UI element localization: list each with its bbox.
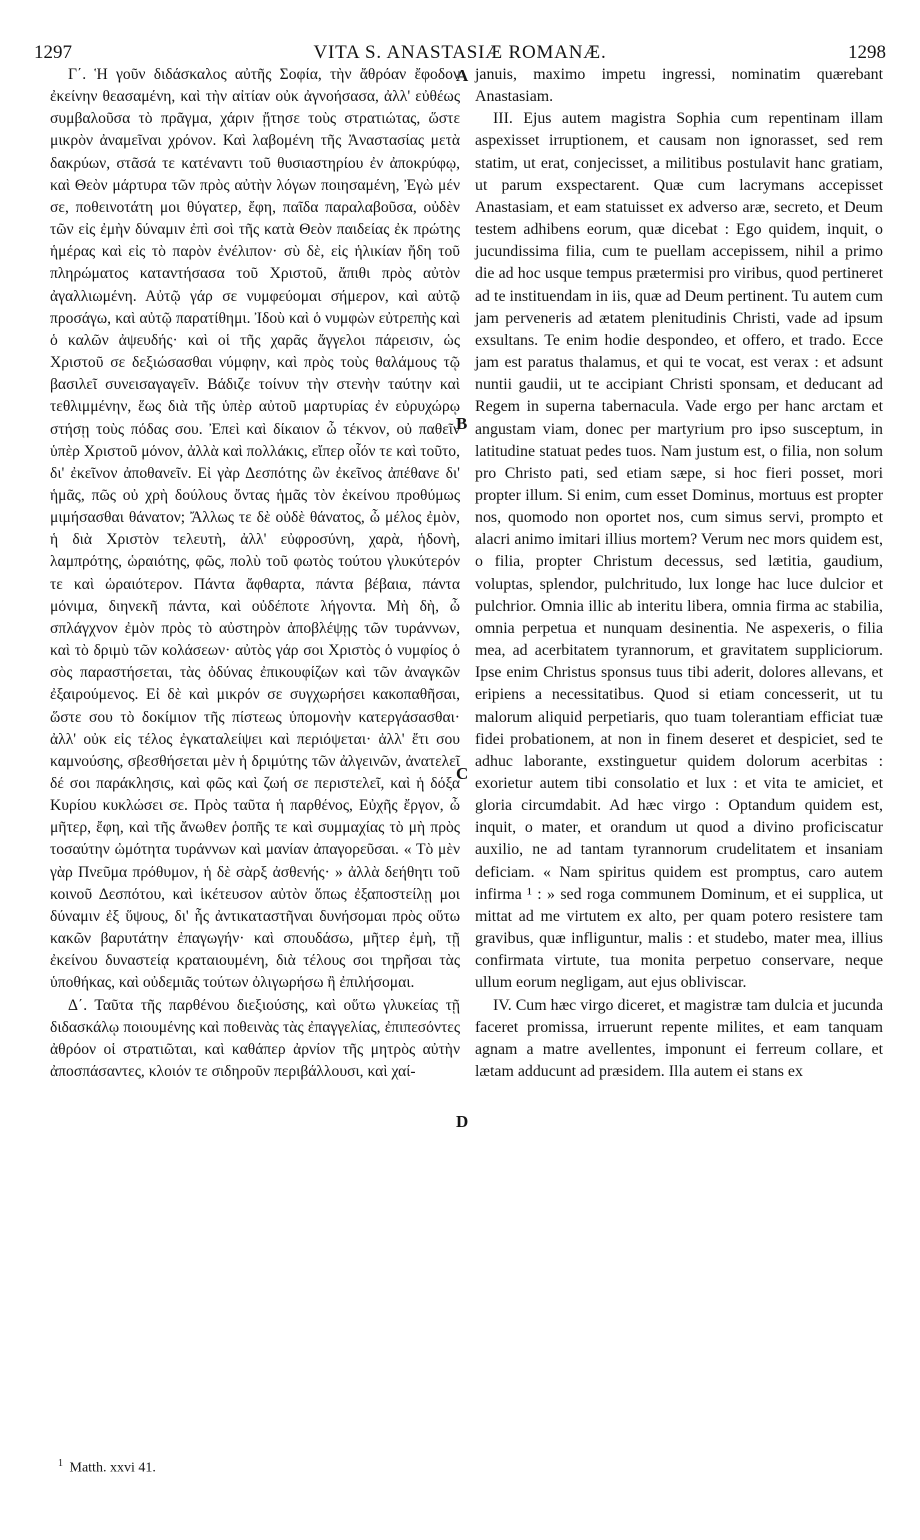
section-marker-d: D [456, 1112, 469, 1131]
greek-column [50, 64, 460, 1083]
page-number-right: 1298 [848, 42, 886, 63]
running-header [34, 30, 886, 64]
section-marker-c: C [456, 764, 469, 783]
page-number-left: 1297 [34, 42, 72, 63]
section-marker-a: A [456, 66, 469, 85]
latin-paragraph-3: III. Ejus autem magistra Sophia cum repentinam illam aspexisset irruptionem, et causam non ignorasset, sed rem statim, ut erat, conjecisset, a militibus postulavit hanc gratiam, ut parum exspectarent. Quæ cum lacrymans accepisset Anastasiam, et eam statuisset ex adverso aræ, secreto, et Deum testem adhibens eorum, quæ dicebat : Ego quidem, inquit, o jucundissima filia, cum te puellam accepissem, nihil a primo die ad hoc usque tempus prætermisi pro viribus, quod pertineret ad te instituendam in iis, quæ ad Deum pertinent. Tu autem cum jam perveneris ad ætatem plenitudinis Christi, vade ad ipsum exsultans. Te enim hodie despondeo, et offero, et trado. Ecce jam est paratus thalamus, et qui te vocat, est verax : et adsunt nuntii gaudii, ut te accipiant Christi sponsam, et deducant ad Regem in superna tabernacula. Vade ergo per hanc arctam et angustam viam, donec per martyrium pro ipso susceptum, in latitudine statuat pedes tuos. Nam justum est, o filia, non solum pro Christo pati, sed etiam sæpe, si hoc fieri posset, mori propter illum. Si enim, cum esset Dominus, mortuus est propter nos, quomodo non oportet nos, cum simus servi, prompto et alacri animo imitari illius mortem? Verum nec mors quidem est, o filia, propter Christum decessus, sed lætitia, gaudium, voluptas, splendor, pulchritudo, lux longe hac luce dulcior et pulchrior. Omnia illic ab interitu libera, omnia firma ac stabilia, omnia perpetua et nunquam desinentia. Ne aspexeris, o filia mea, ad acerbitatem tyrannorum, et gravitatem suppliciorum. Ipse enim Christus sponsus tuus tibi aderit, dolores allevans, et eripiens a necessitatibus. Quod si etiam concesserit, ut tu malorum aliquid perpetiaris, quo tuam tolerantiam efficiat tuæ fidei probationem, at non in finem deseret et despiciet, sed te adhuc laborante, exstinguetur quidem dolorum acerbitas : exorietur autem tibi consolatio et lux : et vita te amiciet, et gloria circumdabit. Ad hæc virgo : Optandum quidem est, inquit, o mater, et orandum ut quod a divino proficiscatur auxilio, ne ad tantam tyrannorum crudelitatem et insaniam deficiam. « Nam spiritus quidem est promptus, caro autem infirma ¹ : » sed roga communem Dominum, et ei supplica, ut mittat ad me virtutem ex alto, per quam potero resistere tam gravibus, quæ infliguntur, malis : et studebo, mater mea, illius confirmata virtute, tua monita perpetuo conservare, neque ullum eorum negligam, aut ejus obliviscar. [475, 110, 883, 992]
latin-column [475, 64, 883, 1083]
running-title: VITA S. ANASTASIÆ ROMANÆ. [313, 42, 607, 63]
latin-paragraph-4: IV. Cum hæc virgo diceret, et magistræ tam dulcia et jucunda faceret promissa, irruerunt repente milites, et eam tanquam agnam a matre avellentes, imponunt ei ferreum collare, et lætam adducunt ad præsidem. Illa autem ei stans ex [475, 996, 883, 1081]
greek-paragraph-4: Δ΄. Ταῦτα τῆς παρθένου διεξιούσης, καὶ οὕτω γλυκείας τῇ διδασκάλῳ ποιουμένης καὶ ποθεινὰς τὰς ἐπαγγελίας, ἐπιπεσόντες ἀθρόον οἱ στρατιῶται, καὶ καθάπερ ἀρνίον τῆς μητρὸς αὐτὴν ἀποσπάσαντες, κλοιόν τε σιδηροῦν περιβάλλουσι, καὶ χαί- [50, 996, 460, 1081]
footnote [58, 1458, 156, 1477]
latin-paragraph-continued: januis, maximo impetu ingressi, nominatim quærebant Anastasiam. [475, 66, 883, 106]
greek-paragraph-3: Γ΄. Ἡ γοῦν διδάσκαλος αὐτῆς Σοφία, τὴν ἄθρόαν ἔφοδον ἐκείνην θεασαμένη, καὶ τὴν αἰτίαν οὐκ ἀγνοήσασα, ἀλλ' εὐθέως συμβαλοῦσα τὸ πρᾶγμα, χάριν ᾔτησε τοὺς στρατιώτας, ὥστε μικρὸν ἀναμεῖναι χρόνον. Καὶ λαβομένη τῆς Ἀναστασίας μετὰ δακρύων, στᾶσά τε κατέναντι τοῦ θυσιαστηρίου ἐν ἀποκρύφῳ, καὶ Θεὸν μάρτυρα τῶν πρὸς αὐτὴν λόγων ποιησαμένη, Ἐγὼ μέν σε, ποθεινοτάτη μοι θύγατερ, ἔφη, παῖδα παραλαβοῦσα, οὐδὲν τῶν εἰς ἐμὴν δύναμιν ἐπὶ σοὶ τῆς κατὰ Θεὸν παιδείας ἐκ πρώτης ἡμέρας καὶ εἰς τὸ παρὸν ἐνέλιπον· σὺ δὲ, εἰς ἡλικίαν ἤδη τοῦ πληρώματος καταντήσασα τοῦ Χριστοῦ, ἄπιθι πρὸς αὐτὸν ἀγαλλιωμένη. Αὐτῷ γάρ σε νυμφεύομαι σήμερον, καὶ αὐτῷ προσάγω, καὶ αὐτῷ παρατίθημι. Ἰδοὺ καὶ ὁ νυμφὼν εὐτρεπὴς καὶ ὁ καλῶν ἀψευδής· καὶ οἱ τῆς χαρᾶς ἄγγελοι πάρεισιν, ὡς Χριστοῦ σε δεξιώσασθαι νύμφην, καὶ πρὸς τοὺς θαλάμους τῷ βασιλεῖ συνεισαγαγεῖν. Βάδιζε τοίνυν τὴν στενὴν ταύτην καὶ τεθλιμμένην, ἕως διὰ τῆς ὑπὲρ αὐτοῦ μαρτυρίας ἐν εὐρυχώρῳ στήσῃ τοὺς πόδας σου. Ἐπεὶ καὶ δίκαιον ὦ τέκνον, οὐ παθεῖν ὑπὲρ Χριστοῦ μόνον, ἀλλὰ καὶ πολλάκις, εἴπερ οἷόν τε καὶ τοῦτο, δι' ἐκεῖνον ἀποθανεῖν. Εἰ γὰρ Δεσπότης ὢν ἐκεῖνος ἀπέθανε δι' ἡμᾶς, πῶς οὐ χρὴ δούλους ὄντας ἡμᾶς τὸν ἐκείνου προθύμως μιμήσασθαι θάνατον; Ἄλλως τε δὲ οὐδὲ θάνατος, ὦ μέλος ἐμὸν, ἡ διὰ Χριστὸν τελευτὴ, ἀλλ' εὐφροσύνη, χαρὰ, ἡδονὴ, λαμπρότης, ὡραιότης, φῶς, πολὺ τοῦ φωτὸς τούτου γλυκύτερόν τε καὶ ὡραιότερον. Πάντα ἄφθαρτα, πάντα βέβαια, πάντα μόνιμα, διηνεκῆ πάντα, καὶ οὐδέποτε λήγοντα. Μὴ δὴ, ὦ σπλάγχνον ἐμὸν πρὸς τὸ αὐστηρὸν ἀποβλέψῃς τῶν τυράννων, καὶ τὸ δριμὺ τῶν κολάσεων· αὐτὸς γάρ σοι Χριστὸς ὁ νυμφίος ὁ σὸς παραστήσεται, τὰς ὀδύνας ἐπικουφίζων καὶ τῶν ἀναγκῶν ἐξαιρούμενος. Εἰ δὲ καὶ μικρόν σε συγχωρήσει κακοπαθῆσαι, ὥστε σου τὸ δοκίμιον τῆς πίστεως ὑπομονὴν κατεργάσασθαι· ἀλλ' οὐκ εἰς τέλος ἐγκαταλείψει καὶ περιόψεται· ἀλλ' ἔτι σου καμνούσης, σβεσθήσεται μὲν ἡ δριμύτης τῶν ἀλγεινῶν, ἀνατελεῖ δέ σοι παράκλησις, καὶ φῶς καὶ ζωή σε περιστελεῖ, καὶ ἡ δόξα Κυρίου κυκλώσει σε. Πρὸς ταῦτα ἡ παρθένος, Εὐχῆς ἔργον, ὦ μῆτερ, ἔφη, καὶ τῆς ἄνωθεν ῥοπῆς τε καὶ συμμαχίας τὸ μὴ πρὸς τοσαύτην ὠμότητα τυράννων καὶ μανίαν ἀπαγορεῦσαι. « Τὸ μὲν γὰρ Πνεῦμα πρόθυμον, ἡ δὲ σὰρξ ἀσθενής· » ἀλλὰ δεήθητι τοῦ κοινοῦ Δεσπότου, καὶ ἱκέτευσον αὐτὸν ὅπως ἐξαποστείλῃ μοι δύναμιν ἐξ ὕψους, δι' ἧς ἀντικαταστῆναι δυνήσομαι πρὸς οὕτω κακῶν βαρυτάτην ἐπαγωγήν· καὶ σπουδάσω, μῆτερ ἐμὴ, τῇ ἐκείνου δυναστείᾳ κραταιουμένη, διὰ τέλους σοι τηρῆσαι τὰς ὑποθήκας, καὶ οὐδεμιᾶς τούτων ὀλιγωρήσω ἢ ἐπιλήσομαι. [50, 66, 460, 992]
footnote-text: Matth. xxvi 41. [69, 1460, 156, 1476]
section-marker-b: B [456, 414, 468, 433]
footnote-number: 1 [58, 1458, 63, 1469]
